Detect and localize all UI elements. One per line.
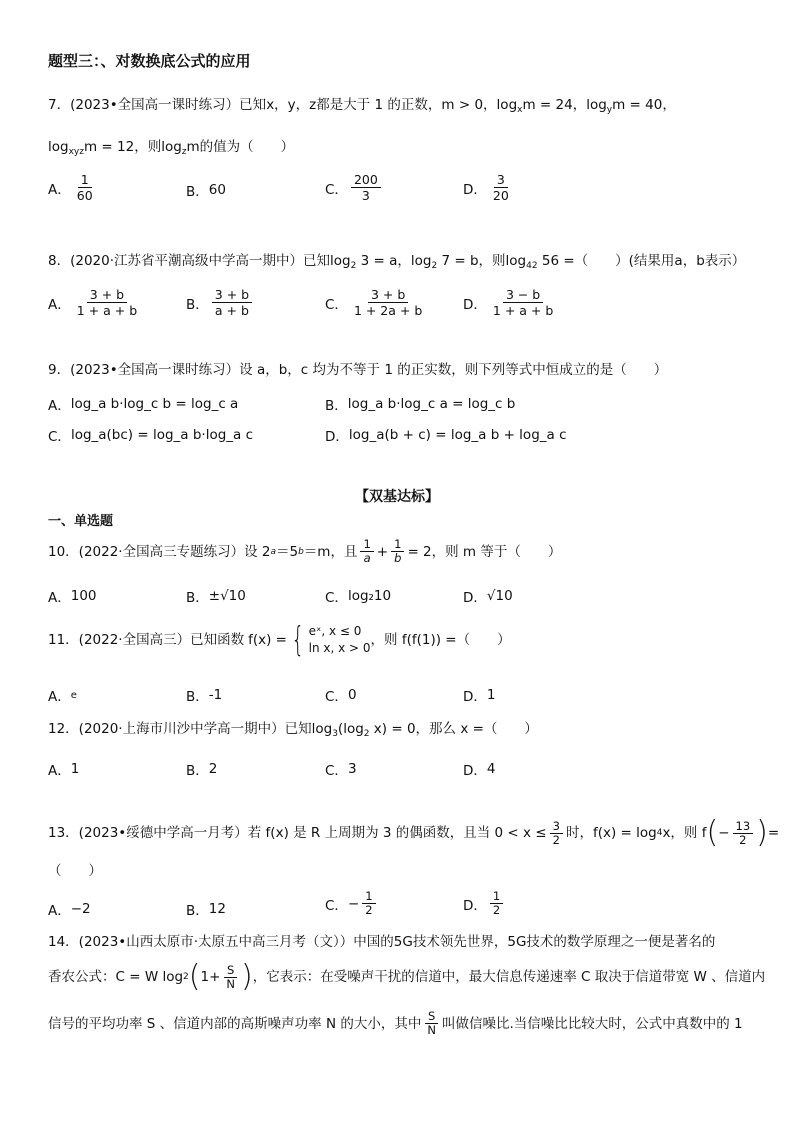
- q7-option-c[interactable]: C． $\frac{200}{3}$: [325, 172, 384, 203]
- q9-stem: 9．(2023•全国高一课时练习）设 a，b，c 均为不等于 1 的正实数，则下列等式中恒成立的是（ ）: [48, 362, 668, 378]
- q14-stem-line3: 信号的平均功率 S 、信道内部的高斯噪声功率 N 的大小，其中 $\frac{S}{N}$ 叫做信噪比.当信噪比比较大时，公式中真数中的 1: [48, 1009, 743, 1037]
- section-heading: 【双基达标】: [355, 489, 439, 505]
- q13-stem: 13．(2023•绥德中学高一月考）若 f(x) 是 R 上周期为 3 的偶函数，且当 0 < x ≤ $\frac{3}{2}$ 时，f(x) = log 4 x，则 f ( − $\frac{13}{2}$ ) =: [48, 815, 780, 850]
- q9-option-b[interactable]: B． log_a b·log_c a = log_c b: [325, 396, 516, 414]
- q8-option-b[interactable]: B． $\frac{3 + b}{a + b}$: [186, 287, 255, 318]
- q8-stem: 8．(2020·江苏省平潮高级中学高一期中）已知$\log_2 3 = a$，$\log_2 7 = b$，则$\log_{42} 56$ =（ ）(结果用a，b表示）: [48, 253, 746, 271]
- q12-option-c[interactable]: C． 3: [325, 761, 357, 779]
- q7-stem: 7．(2023•全国高一课时练习）已知x，y，z都是大于 1 的正数，m > 0，$\log_xm = 24$，$\log_ym = 40$，: [48, 97, 676, 115]
- q14-stem-line1: 14．(2023•山西太原市·太原五中高三月考（文））中国的5G技术领先世界，5G技术的数学原理之一便是著名的: [48, 934, 716, 950]
- q11-option-d[interactable]: D． 1: [463, 687, 496, 705]
- subheading: 一、单选题: [48, 514, 114, 529]
- q13-option-b[interactable]: B． 12: [186, 901, 226, 919]
- q12-option-a[interactable]: A． 1: [48, 761, 80, 779]
- q10-option-c[interactable]: C． log₂10: [325, 588, 392, 606]
- q9-option-a[interactable]: A． log_a b·log_c b = log_c a: [48, 396, 239, 414]
- q7-option-b[interactable]: B． 60: [186, 182, 226, 200]
- section-title: 题型三：、对数换底公式的应用: [48, 52, 251, 70]
- q14-stem-line2: 香农公式：C = W log 2 ( 1+ $\frac{S}{N}$ ) ，它表示：在受噪声干扰的信道中，最大信息传递速率 C 取决于信道带宽 W 、信道内: [48, 959, 766, 994]
- q8-option-c[interactable]: C． $\frac{3 + b}{1 + 2a + b}$: [325, 287, 423, 318]
- q10-stem: 10．(2022·全国高三专题练习）设 2 a ＝5 b ＝m，且 $\frac{1}{a}$ + $\frac{1}{b}$ = 2，则 m 等于（ ）: [48, 537, 562, 565]
- q8-option-d[interactable]: D． $\frac{3 - b}{1 + a + b}$: [463, 287, 554, 318]
- q10-option-d[interactable]: D． √10: [463, 588, 513, 606]
- q11-option-c[interactable]: C． 0: [325, 687, 357, 705]
- q13-option-d[interactable]: D． $\frac{1}{2}$: [463, 890, 506, 917]
- q9-option-c[interactable]: C． log_a(bc) = log_a b·log_a c: [48, 427, 254, 445]
- q13-option-c[interactable]: C． − $\frac{1}{2}$: [325, 890, 379, 917]
- q11-stem: 11．(2022·全国高三）已知函数 f(x) = { eˣ, x ≤ 0 ln x, x > 0 ，则 f(f(1)) =（ ）: [48, 620, 511, 660]
- q13-stem-line2: （ ）: [48, 863, 102, 879]
- q11-option-a[interactable]: A． e: [48, 689, 77, 705]
- q8-option-a[interactable]: A． $\frac{3 + b}{1 + a + b}$: [48, 287, 138, 318]
- q7-stem-line2: $\log_{xyz}m = 12$，则$\log_zm$的值为（ ）: [48, 139, 295, 157]
- q10-option-a[interactable]: A． 100: [48, 588, 97, 606]
- q7-option-a[interactable]: A． $\frac{1}{60}$: [48, 172, 93, 203]
- q10-option-b[interactable]: B． ±√10: [186, 588, 246, 606]
- q12-option-b[interactable]: B． 2: [186, 761, 218, 779]
- q13-option-a[interactable]: A． −2: [48, 901, 91, 919]
- piecewise-brace: { eˣ, x ≤ 0 ln x, x > 0: [291, 620, 371, 660]
- q7-option-d[interactable]: D． $\frac{3}{20}$: [463, 172, 509, 203]
- q12-stem: 12．(2020·上海市川沙中学高一期中）已知$\log_3(\log_2$ x) = 0，那么 x =（ ）: [48, 721, 538, 739]
- q9-option-d[interactable]: D． log_a(b + c) = log_a b + log_a c: [325, 427, 567, 445]
- q12-option-d[interactable]: D． 4: [463, 761, 496, 779]
- q11-option-b[interactable]: B． -1: [186, 687, 223, 705]
